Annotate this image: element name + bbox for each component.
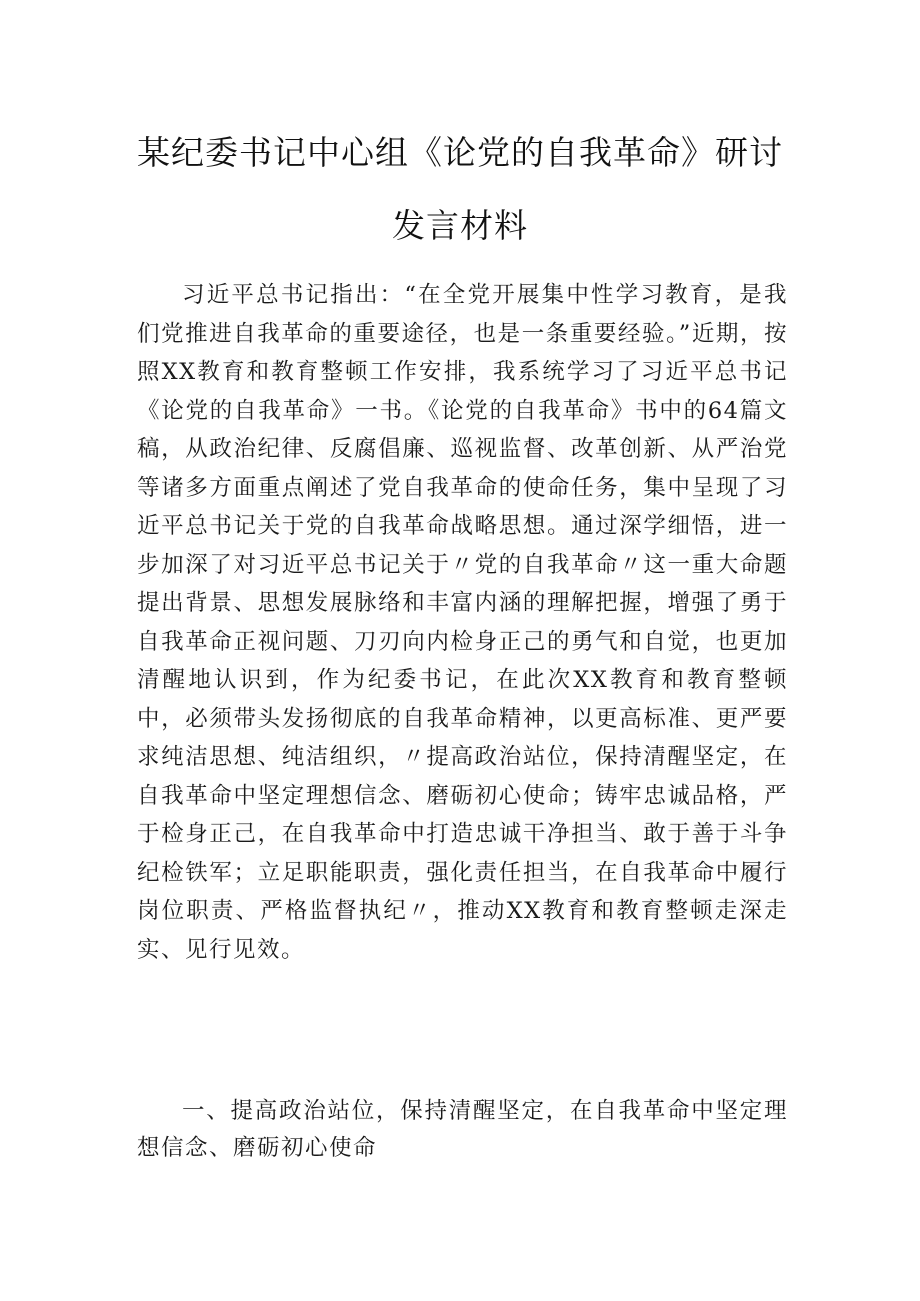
body-paragraph-intro: 习近平总书记指出：“在全党开展集中性学习教育，是我们党推进自我革命的重要途径，也是一条重要经验。”近期，按照XX教育和教育整顿工作安排，我系统学习了习近平总书记《论党的自我革命》一书。《论党的自我革命》书中的64篇文稿，从政治纪律、反腐倡廉、巡视监督、改革创新、从严治党等诸多方面重点阐述了党自我革命的使命任务，集中呈现了习近平总书记关于党的自我革命战略思想。通过深学细悟，进一步加深了对习近平总书记关于〃党的自我革命〃这一重大命题提出背景、思想发展脉络和丰富内涵的理解把握，增强了勇于自我革命正视问题、刀刃向内检身正己的勇气和自觉，也更加清醒地认识到，作为纪委书记，在此次XX教育和教育整顿中，必须带头发扬彻底的自我革命精神，以更高标准、更严要求纯洁思想、纯洁组织，〃提高政治站位，保持清醒坚定，在自我革命中坚定理想信念、磨砺初心使命；铸牢忠诚品格，严于检身正己，在自我革命中打造忠诚干净担当、敢于善于斗争纪检铁军；立足职能职责，强化责任担当，在自我革命中履行岗位职责、严格监督执纪〃，推动XX教育和教育整顿走深走实、见行见效。 [137, 282, 788, 963]
document-title-line-1: 某纪委书记中心组《论党的自我革命》研讨 [137, 133, 783, 172]
section-heading-one: 一、提高政治站位，保持清醒坚定，在自我革命中坚定理想信念、磨砺初心使命 [137, 1098, 788, 1161]
document-title-line-2: 发言材料 [392, 206, 528, 245]
